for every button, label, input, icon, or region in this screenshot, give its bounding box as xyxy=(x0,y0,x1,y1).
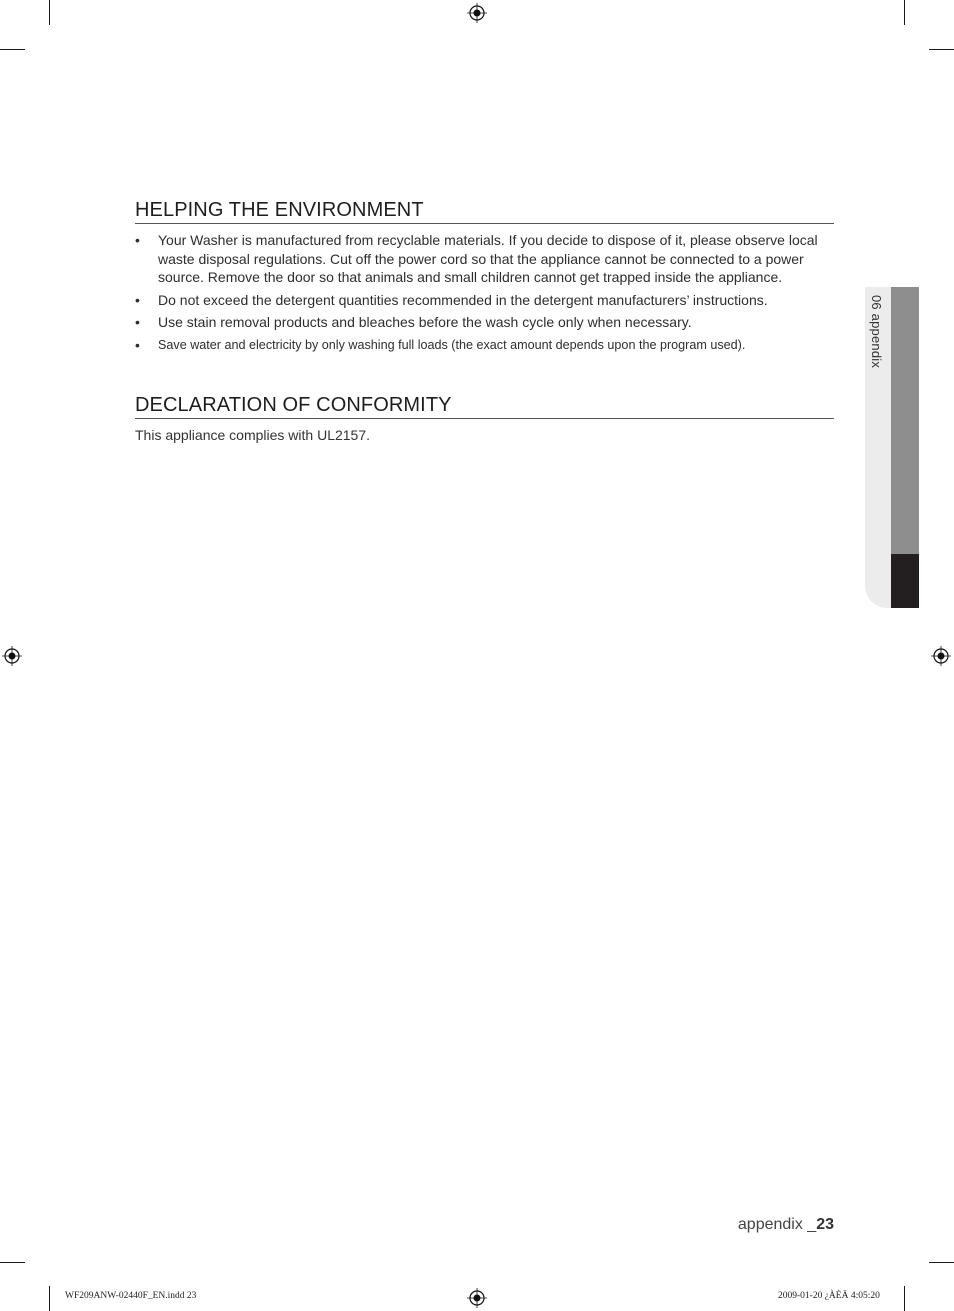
bullet-icon: • xyxy=(135,291,140,308)
section-helping-environment xyxy=(135,198,834,358)
bullet-icon: • xyxy=(135,314,140,330)
registration-mark-icon xyxy=(467,3,487,23)
bullet-icon: • xyxy=(135,336,140,353)
side-tab-dark xyxy=(891,554,919,608)
print-slug-right: 2009-01-20 ¿ÀÈÄ 4:05:20 xyxy=(778,1291,880,1301)
registration-mark-icon xyxy=(931,646,951,666)
registration-mark-icon xyxy=(2,646,22,666)
crop-mark xyxy=(49,0,50,25)
crop-mark xyxy=(904,0,905,25)
page-footer xyxy=(738,1216,834,1234)
conformity-text: This appliance complies with UL2157. xyxy=(135,427,371,443)
list-item: • Use stain removal products and bleaches before the wash cycle only when necessary. xyxy=(135,314,692,330)
crop-mark xyxy=(929,49,954,50)
list-item: • Do not exceed the detergent quantities recommended in the detergent manufacturers’ instructions. xyxy=(135,291,768,308)
crop-mark xyxy=(904,1286,905,1311)
side-tab-grey xyxy=(891,287,919,554)
print-slug-left: WF209ANW-02440F_EN.indd 23 xyxy=(65,1291,197,1301)
page-number: 23 xyxy=(816,1216,834,1233)
crop-mark xyxy=(929,1262,954,1263)
crop-mark xyxy=(0,49,25,50)
chapter-side-tab xyxy=(865,287,919,608)
bullet-icon: • xyxy=(135,232,140,248)
bullet-list xyxy=(135,231,834,354)
registration-mark-icon xyxy=(467,1288,487,1308)
section-heading: HELPING THE ENVIRONMENT xyxy=(135,198,834,224)
side-tab-label: 06 appendix xyxy=(869,295,884,369)
section-heading: DECLARATION OF CONFORMITY xyxy=(135,393,834,419)
list-item: • Your Washer is manufactured from recyclable materials. If you decide to dispose of it, please observe local waste disposal regulations. Cut off the power cord so that the appliance cannot be connected to a power source. Remove the door so that animals and small children cannot get trapped inside the appliance. xyxy=(135,232,818,285)
footer-section-label: appendix _ xyxy=(737,1216,817,1233)
crop-mark xyxy=(49,1286,50,1311)
crop-mark xyxy=(0,1262,25,1263)
list-item: • Save water and electricity by only washing full loads (the exact amount depends upon the program used). xyxy=(135,336,746,353)
section-declaration-conformity xyxy=(135,393,834,444)
